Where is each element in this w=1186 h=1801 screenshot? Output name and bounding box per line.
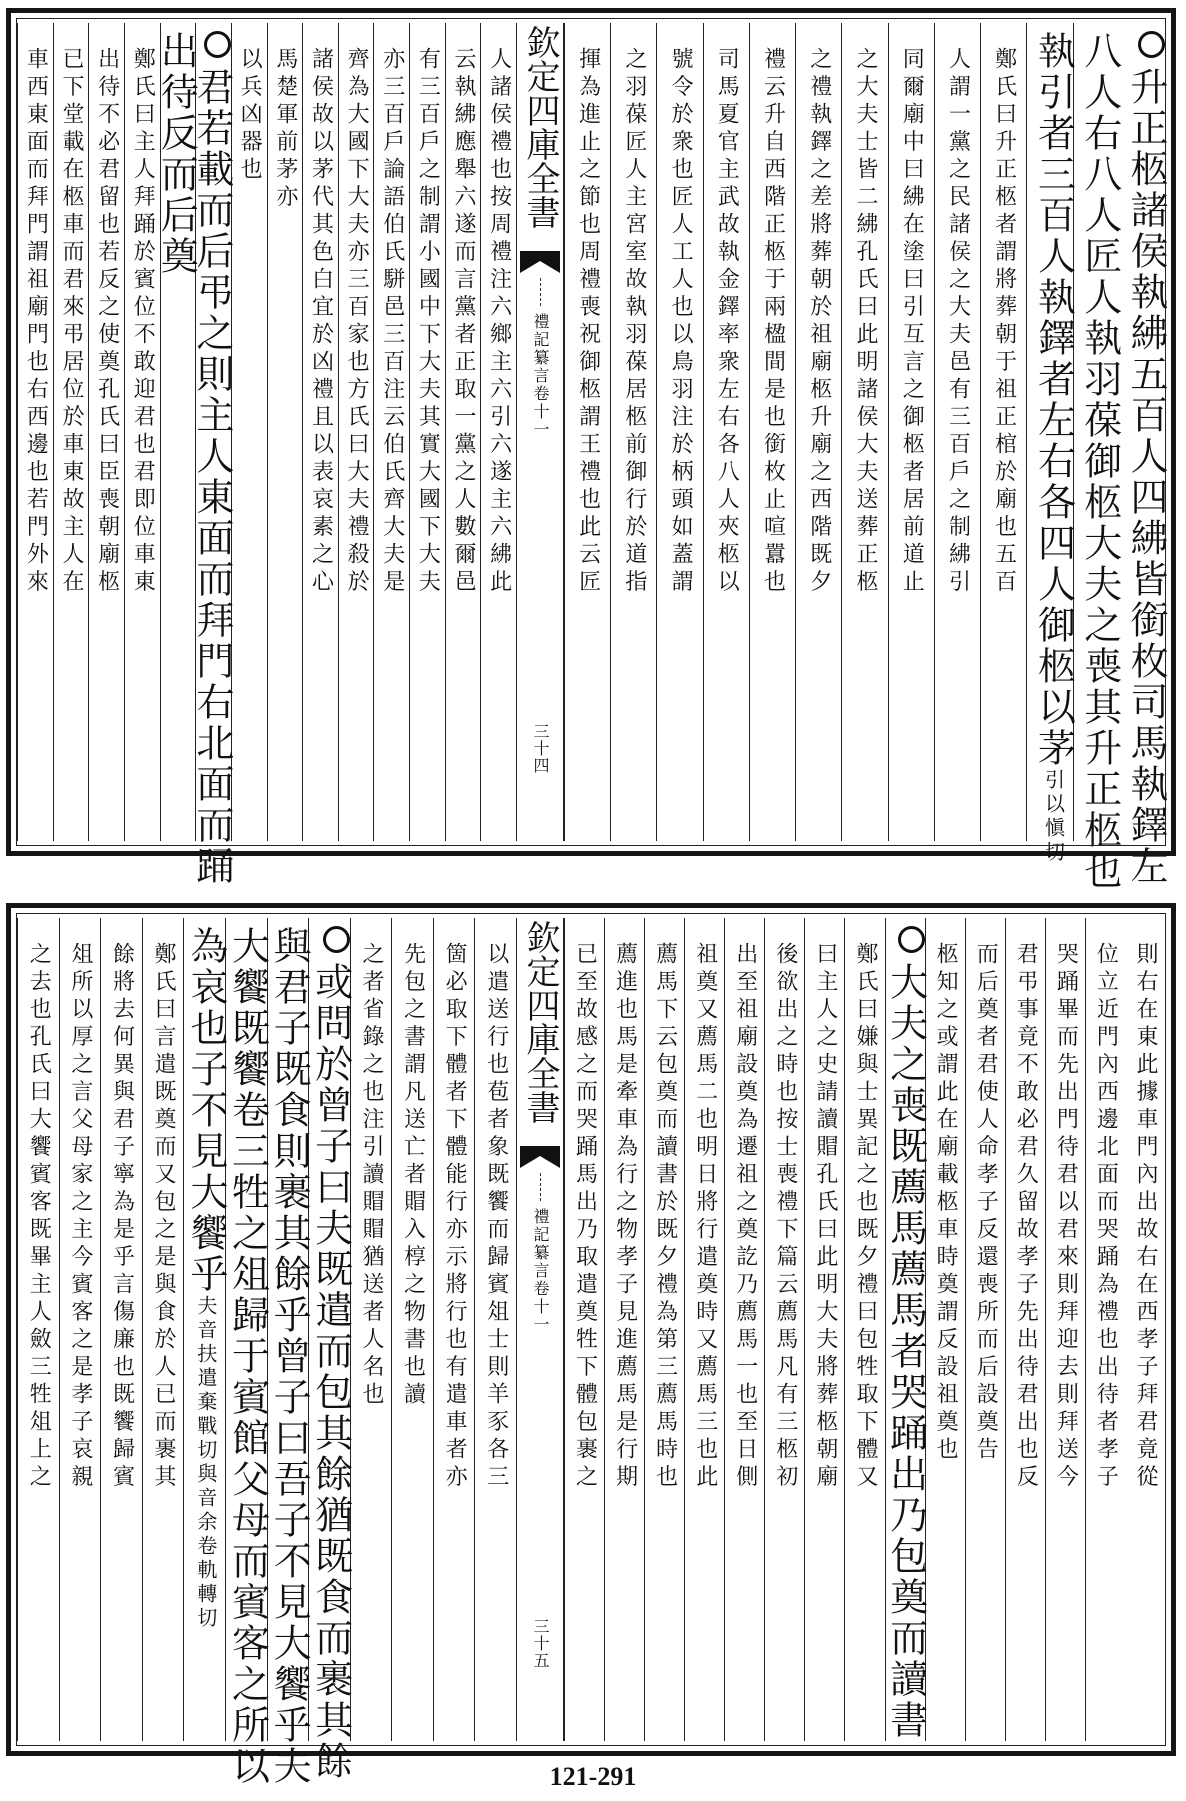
center-dashed-line xyxy=(540,1173,541,1201)
text-column xyxy=(59,918,101,1741)
commentary-text: 揮為進止之節也周禮喪祝御柩謂王禮也此云匠 xyxy=(575,47,601,597)
commentary-text: 鄭氏曰嫌與士異記之也既夕禮曰包牲取下體又 xyxy=(852,942,878,1492)
fish-tail-mark-icon xyxy=(520,1146,560,1168)
main-text xyxy=(1027,23,1076,865)
commentary-text: 之大夫士皆二紼孔氏曰此明諸侯大夫送葬正柩 xyxy=(852,47,878,597)
text-column xyxy=(17,23,53,841)
commentary-text: 哭踊畢而先出門待君以君來則拜迎去則拜送今 xyxy=(1053,942,1079,1492)
text-column xyxy=(350,918,392,1741)
circle-mark-icon xyxy=(1138,31,1165,58)
commentary-text: 云執紼應舉六遂而言黨者正取一黨之人數爾邑 xyxy=(451,47,477,597)
commentary-text: 司馬夏官主武故執金鐸率衆左右各八人夾柩以 xyxy=(714,47,740,597)
commentary-text: 之禮執鐸之差將葬朝於祖廟柩升廟之西階既夕 xyxy=(806,47,832,597)
main-text xyxy=(267,918,312,1787)
commentary-text: 鄭氏曰主人拜踊於賓位不敢迎君也君即位車東 xyxy=(130,47,156,597)
text-column xyxy=(100,918,142,1741)
text-column xyxy=(610,23,656,841)
text-column xyxy=(804,918,844,1741)
commentary-text: 之去也孔氏曰大饗賓客既畢主人斂三牲俎上之 xyxy=(26,942,52,1492)
circle-mark-icon xyxy=(204,31,231,58)
text-column xyxy=(749,23,795,841)
text-column xyxy=(1119,23,1168,887)
text-column xyxy=(474,918,516,1741)
text-column xyxy=(795,23,841,841)
main-text xyxy=(154,23,199,277)
text-column xyxy=(604,918,644,1741)
commentary-text: 號令於衆也匠人工人也以鳥羽注於柄頭如蓋謂 xyxy=(668,47,694,597)
book-title: 欽定四庫全書 xyxy=(520,25,560,229)
leaf-number: 三十五 xyxy=(531,1618,550,1669)
commentary-text: 薦馬下云包奠而讀書於既夕禮為第三薦馬時也 xyxy=(652,942,678,1492)
text-column xyxy=(684,918,724,1741)
text-column xyxy=(841,23,887,841)
text-column xyxy=(564,918,604,1741)
main-text xyxy=(308,918,353,1782)
text-column xyxy=(391,918,433,1741)
commentary-text: 人諸侯禮也按周禮注六鄉主六引六遂主六紼此 xyxy=(486,47,512,597)
text-column xyxy=(17,918,59,1741)
text-column xyxy=(888,23,934,841)
circle-mark-icon xyxy=(898,926,925,953)
text-column xyxy=(308,918,353,1782)
text-column xyxy=(644,918,684,1741)
leaf-number: 三十四 xyxy=(531,723,550,774)
text-column xyxy=(189,23,234,887)
commentary-text: 已至故感之而哭踊馬出乃取遣奠牲下體包裹之 xyxy=(572,942,598,1492)
main-text-content: 升正柩諸侯執紼五百人四紼皆銜枚司馬執鐸左 xyxy=(1123,67,1168,887)
main-text xyxy=(225,918,270,1787)
center-dashed-line xyxy=(540,278,541,306)
commentary-text: 諸侯故以茅代其色白宜於凶禮且以表哀素之心 xyxy=(308,47,334,597)
text-column xyxy=(433,918,475,1741)
commentary-text: 馬楚軍前茅亦 xyxy=(272,47,298,212)
commentary-text: 以遣送行也苞者象既饗而歸賓俎士則羊豕各三 xyxy=(483,942,509,1492)
commentary-text: 而后奠者君使人命孝子反還喪所而后設奠告 xyxy=(973,942,999,1465)
text-column xyxy=(154,23,199,841)
text-column xyxy=(373,23,409,841)
text-column xyxy=(124,23,160,841)
center-header-column xyxy=(516,23,564,841)
commentary-text: 位立近門內西邊北面而哭踊為禮也出待者孝子 xyxy=(1093,942,1119,1492)
text-column xyxy=(764,918,804,1741)
main-text-content: 出待反而后奠 xyxy=(154,31,199,277)
text-column xyxy=(267,23,303,841)
commentary-text: 之羽葆匠人主宮室故執羽葆居柩前御行於道指 xyxy=(621,47,647,597)
commentary-text: 柩知之或謂此在廟載柩車時奠謂反設祖奠也 xyxy=(933,942,959,1465)
main-text xyxy=(1074,23,1122,892)
text-column xyxy=(564,23,610,841)
text-column xyxy=(1005,918,1045,1741)
text-column xyxy=(1026,23,1076,865)
commentary-text: 同爾廟中曰紼在塗曰引互言之御柩者居前道止 xyxy=(899,47,925,597)
main-text xyxy=(183,918,228,1631)
commentary-text: 已下堂載在柩車而君來弔居位於車東故主人在 xyxy=(58,47,84,597)
text-column xyxy=(965,918,1005,1741)
commentary-text: 車西東面而拜門謂祖廟門也右西邊也若門外來 xyxy=(23,47,49,597)
commentary-text: 出待不必君留也若反之使奠孔氏曰臣喪朝廟柩 xyxy=(94,47,120,597)
commentary-text: 人謂一黨之民諸侯之大夫邑有三百戶之制紼引 xyxy=(945,47,971,597)
text-column xyxy=(656,23,702,841)
main-text-content: 或問於曾子曰夫既遣而包其餘猶既食而裹其餘 xyxy=(308,962,353,1782)
pronunciation-note: 引以愼切 xyxy=(1041,769,1066,865)
page-panel-top xyxy=(6,8,1176,892)
text-column xyxy=(883,918,928,1741)
text-column xyxy=(1125,918,1165,1741)
text-column xyxy=(925,918,965,1741)
commentary-text: 先包之書謂凡送亡者賵入椁之物書也讀 xyxy=(400,942,426,1410)
main-text-content: 大饗既饗卷三牲之俎歸于賓館父母而賓客之所以 xyxy=(225,926,270,1787)
main-text xyxy=(189,23,234,887)
text-column xyxy=(183,918,228,1741)
footer-page-number: 121-291 xyxy=(549,1762,637,1791)
text-column xyxy=(225,918,270,1787)
volume-label: 禮記纂言卷十一 xyxy=(531,313,550,439)
text-column xyxy=(409,23,445,841)
text-column xyxy=(844,918,884,1741)
commentary-text: 曰主人之史請讀賵孔氏曰此明大夫將葬柩朝廟 xyxy=(812,942,838,1492)
text-column xyxy=(980,23,1026,841)
commentary-text: 有三百戶之制謂小國中下大夫其實大國下大夫 xyxy=(415,47,441,597)
text-column xyxy=(1073,23,1122,892)
text-column xyxy=(53,23,89,841)
text-column xyxy=(703,23,749,841)
text-column xyxy=(267,918,312,1787)
commentary-text: 鄭氏曰升正柩者謂將葬朝于祖正棺於廟也五百 xyxy=(991,47,1017,597)
commentary-text: 出至祖廟設奠為遷祖之奠訖乃薦馬一也至日側 xyxy=(732,942,758,1492)
commentary-text: 君弔事竟不敢必君久留故孝子先出待君出也反 xyxy=(1013,942,1039,1492)
page-divider xyxy=(0,880,1186,882)
text-column xyxy=(88,23,124,841)
main-text-content: 與君子既食則裹其餘乎曾子曰吾子不見大饗乎夫 xyxy=(267,926,312,1787)
commentary-text: 則右在東此據車門內出故右在西孝子拜君竟從 xyxy=(1132,942,1158,1492)
main-text xyxy=(883,918,928,1741)
text-column xyxy=(1085,918,1125,1741)
commentary-text: 餘將去何異與君子寧為是乎言傷廉也既饗歸賓 xyxy=(109,942,135,1492)
text-column xyxy=(1045,918,1085,1741)
main-text-content: 大夫之喪既薦馬薦馬者哭踊出乃包奠而讀書 xyxy=(883,962,928,1741)
text-column xyxy=(445,23,481,841)
text-column xyxy=(934,23,980,841)
volume-label: 禮記纂言卷十一 xyxy=(531,1208,550,1334)
commentary-text: 之者省錄之也注引讀賵賵猶送者人名也 xyxy=(358,942,384,1410)
text-column xyxy=(724,918,764,1741)
commentary-text: 亦三百戶論語伯氏駢邑三百注云伯氏齊大夫是 xyxy=(379,47,405,597)
main-text-content: 執引者三百人執鐸者左右各四人御柩以茅 xyxy=(1031,31,1076,769)
commentary-text: 禮云升自西階正柩于兩楹間是也銜枚止喧囂也 xyxy=(760,47,786,597)
commentary-text: 以兵凶器也 xyxy=(237,47,263,185)
text-column xyxy=(302,23,338,841)
text-column xyxy=(480,23,516,841)
commentary-text: 齊為大國下大夫亦三百家也方氏曰大夫禮殺於 xyxy=(344,47,370,597)
commentary-text: 薦進也馬是牽車為行之物孝子見進薦馬是行期 xyxy=(612,942,638,1492)
text-column xyxy=(231,23,267,841)
commentary-text: 祖奠又薦馬二也明日將行遣奠時又薦馬三也此 xyxy=(692,942,718,1492)
main-text-content: 君若載而后弔之則主人東面而拜門右北面而踊 xyxy=(189,67,234,887)
commentary-text: 箇必取下體者下體能行亦示將行也有遣車者亦 xyxy=(442,942,468,1492)
text-column xyxy=(142,918,184,1741)
book-title: 欽定四庫全書 xyxy=(520,920,560,1124)
main-text-content: 為哀也子不見大饗乎 xyxy=(183,926,228,1295)
commentary-text: 俎所以厚之言父母家之主今賓客之是孝子哀親 xyxy=(67,942,93,1492)
commentary-text: 鄭氏曰言遣既奠而又包之是與食於人已而裹其 xyxy=(151,942,177,1492)
pronunciation-note: 夫音扶遣棄戰切與音余卷軌轉切 xyxy=(193,1295,218,1631)
fish-tail-mark-icon xyxy=(520,251,560,273)
commentary-text: 後欲出之時也按士喪禮下篇云薦馬凡有三柩初 xyxy=(772,942,798,1492)
main-text xyxy=(1119,23,1168,887)
main-text-content: 八人右八人匠人執羽葆御柩大夫之喪其升正柩也 xyxy=(1077,31,1122,892)
center-header-column xyxy=(516,918,564,1741)
text-column xyxy=(338,23,374,841)
circle-mark-icon xyxy=(323,926,350,953)
